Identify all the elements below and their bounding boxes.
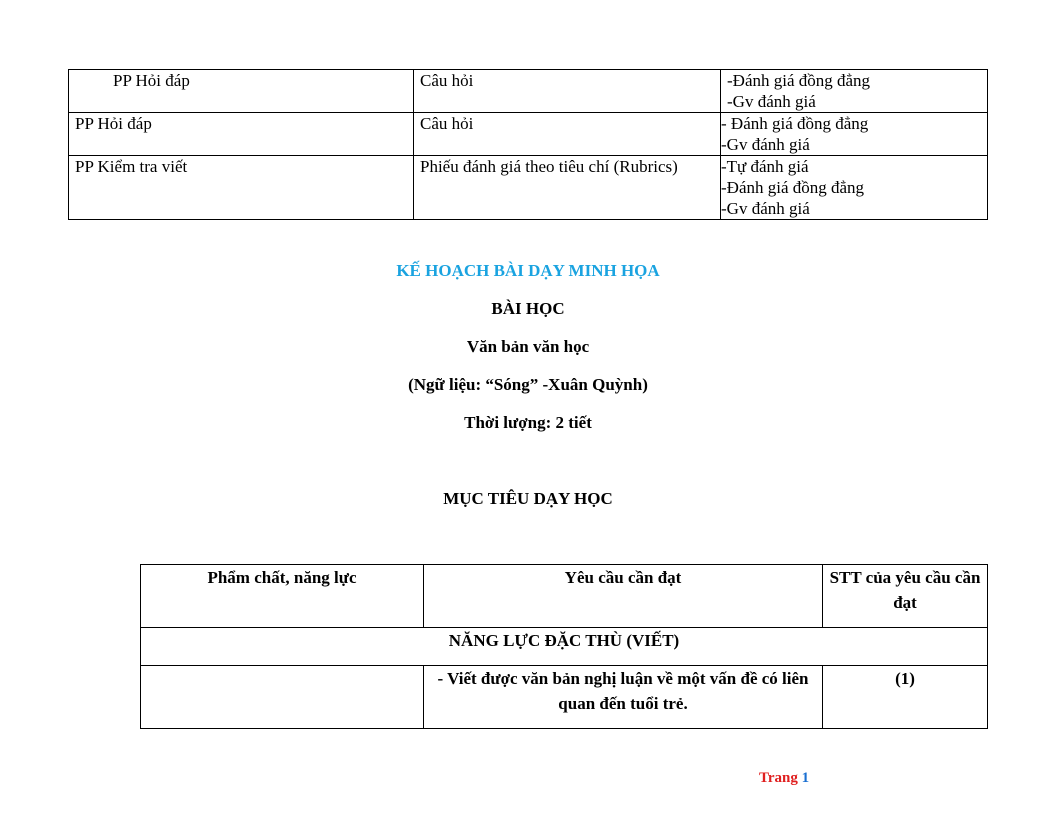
table-header-row: [141, 565, 988, 628]
evaluation-line: - Đánh giá đồng đẳng: [721, 114, 869, 133]
objectives-table: [140, 564, 988, 729]
objectives-title: MỤC TIÊU DẠY HỌC: [443, 489, 613, 508]
header-number: STT của yêu cầu cần đạt: [823, 565, 988, 628]
assessment-table: [68, 69, 988, 220]
lesson-material: (Ngữ liệu: “Sóng” -Xuân Quỳnh): [408, 375, 648, 394]
page-number: 1: [801, 770, 810, 786]
evaluation-cell: [721, 113, 988, 156]
method-cell: PP Hỏi đáp: [69, 113, 414, 156]
table-row: [69, 113, 988, 156]
header-quality: Phẩm chất, năng lực: [141, 565, 424, 628]
method-cell: PP Kiểm tra viết: [69, 156, 414, 220]
lesson-label: BÀI HỌC: [491, 299, 565, 318]
quality-cell: [141, 666, 424, 729]
evaluation-cell: [721, 70, 988, 113]
lesson-duration: Thời lượng: 2 tiết: [464, 413, 592, 432]
header-requirement: Yêu cầu cần đạt: [424, 565, 823, 628]
page-label: Trang: [759, 770, 798, 786]
requirement-cell: - Viết được văn bản nghị luận về một vấn đề có liên quan đến tuổi trẻ.: [424, 666, 823, 729]
table-row: [69, 156, 988, 220]
evaluation-line: -Đánh giá đồng đẳng: [721, 178, 865, 197]
evaluation-line: -Đánh giá đồng đẳng: [727, 71, 871, 90]
section-header: NĂNG LỰC ĐẶC THÙ (VIẾT): [141, 628, 988, 666]
plan-title: KẾ HOẠCH BÀI DẠY MINH HỌA: [396, 261, 660, 280]
table-row: [141, 666, 988, 729]
evaluation-line: -Tự đánh giá: [721, 157, 809, 176]
table-row: [69, 70, 988, 113]
page-footer: [759, 770, 809, 787]
evaluation-line: -Gv đánh giá: [727, 92, 816, 111]
tool-cell: Phiếu đánh giá theo tiêu chí (Rubrics): [414, 156, 721, 220]
method-cell: PP Hỏi đáp: [69, 70, 414, 113]
section-row: [141, 628, 988, 666]
tool-cell: Câu hỏi: [414, 113, 721, 156]
number-cell: (1): [823, 666, 988, 729]
evaluation-cell: [721, 156, 988, 220]
evaluation-line: -Gv đánh giá: [721, 135, 810, 154]
evaluation-line: -Gv đánh giá: [721, 199, 810, 218]
tool-cell: Câu hỏi: [414, 70, 721, 113]
lesson-type: Văn bản văn học: [466, 337, 590, 356]
